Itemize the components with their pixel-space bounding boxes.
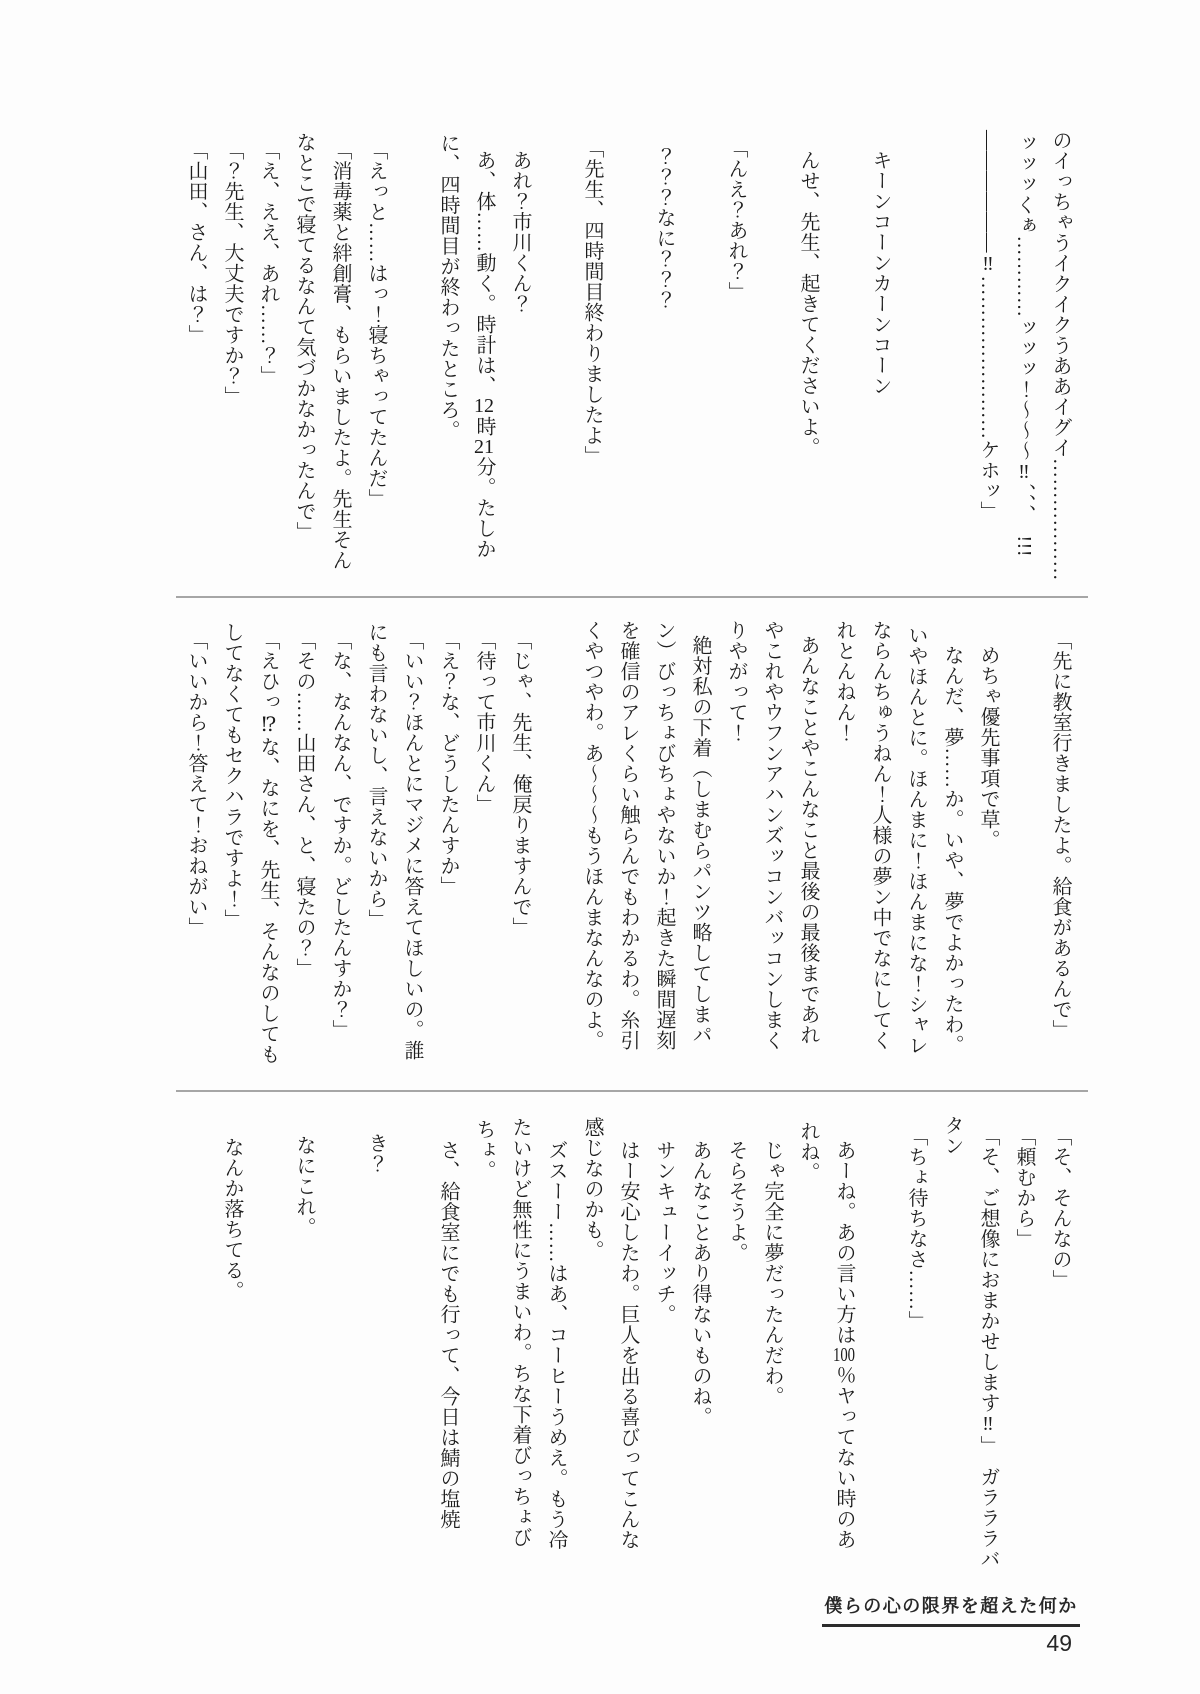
section-divider-2	[176, 1090, 1088, 1092]
blank-line	[538, 130, 574, 590]
book-title: 僕らの心の限界を超えた何か	[822, 1592, 1080, 1627]
text-line: 「いい？ほんとにマジメに答えてほしいの。誰	[401, 630, 423, 1061]
text-line: ――――――‼……………………ケホッ」	[977, 130, 999, 522]
text-line: 「その……山田さん、と、寝たの？」	[293, 630, 315, 979]
text-line: 「えっと……はっ！寝ちゃってたんだ」	[365, 140, 387, 509]
text-line: 「山田、さん、は？」	[185, 140, 207, 345]
text-line: なとこで寝てるなんて気づかなかったんで」	[293, 132, 315, 542]
text-line: あんなことあり得ないものね。	[689, 1140, 711, 1427]
text-line: 「待って市川くん」	[473, 630, 495, 815]
section-divider-1	[176, 596, 1088, 598]
text-line: にも言わないし、言えないから」	[365, 622, 387, 930]
text-line: あれ？市川くん？	[509, 150, 531, 314]
text-section-dream-climax	[178, 130, 1078, 590]
text-line: れね。	[797, 1121, 819, 1183]
text-line: あ、体……動く。時計は、12時21分。たしか	[473, 150, 495, 559]
page-number: 49	[1046, 1630, 1072, 1656]
text-line: めちゃ優先事項で草。	[977, 645, 999, 850]
blank-line	[826, 130, 862, 590]
text-line: を確信のアレくらい触らんでもわかるわ。糸引	[617, 620, 639, 1051]
blank-line	[322, 1115, 358, 1563]
text-line: さ、給食室にでも行って、今日は鯖の塩焼	[437, 1140, 459, 1530]
text-line: れとんねん！	[833, 620, 855, 743]
text-line: んせ、先生、起きてくださいよ。	[797, 150, 819, 458]
text-line: じゃ完全に夢だったんだわ。	[761, 1140, 783, 1407]
blank-line	[754, 130, 790, 590]
blank-line	[250, 1115, 286, 1563]
blank-line	[610, 130, 646, 590]
text-line: ン）びっちょびちょやないか！起きた瞬間遅刻	[653, 620, 675, 1051]
text-line: 「頼むから」	[1013, 1126, 1035, 1249]
blank-line	[538, 620, 574, 1068]
text-section-waking-dialogue	[178, 620, 1078, 1068]
text-line: 「？先生、大丈夫ですか？」	[221, 140, 243, 407]
text-line: 「え？な、どうしたんすか」	[437, 630, 459, 897]
text-line: あーね。あの言い方は100％ヤってない時のあ	[833, 1140, 855, 1550]
text-line: のイっちゃうイクイクうああイグイ………………	[1049, 130, 1071, 581]
text-line: してなくてもセクハラですよ！」	[221, 622, 243, 930]
text-line: 「いいから！答えて！おねがい」	[185, 630, 207, 938]
tatechuyoko-number: 100	[833, 1345, 855, 1365]
text-line: ？？？なに？？？	[653, 146, 675, 310]
page-footer	[822, 1592, 1080, 1657]
tatechuyoko-number: 12	[474, 396, 494, 416]
text-line: いやほんとに。ほんまに！ほんまにな！シャレ	[905, 625, 927, 1056]
text-line: 「消毒薬と絆創膏、もらいましたよ。先生そん	[329, 140, 351, 571]
text-line: ズスーー……はあ、コーヒーうめえ。もう冷	[545, 1140, 567, 1550]
blank-line	[1006, 620, 1042, 1068]
text-line: あんなことやこんなこと最後の最後まであれ	[797, 635, 819, 1045]
text-line: やこれやウフンアハンズッコンバッコンしまく	[761, 620, 783, 1051]
text-line: はー安心したわ。巨人を出る喜びってこんな	[617, 1140, 639, 1550]
text-line: なんだ、夢……か。いや、夢でよかったわ。	[941, 645, 963, 1055]
text-line: 「先に教室行きましたよ。給食があるんで」	[1049, 630, 1071, 1040]
text-line: そらそうよ。	[725, 1140, 747, 1263]
text-line: き？	[365, 1133, 387, 1174]
text-line: 「そ、そんなの」	[1049, 1126, 1071, 1290]
text-line: 「な、なんなん、ですか。どしたんすか？」	[329, 630, 351, 1040]
text-line: ッッッくぁ…………ッッッ！〜〜〜‼、、、 !!!	[1013, 133, 1035, 557]
text-line: サンキューイッチ。	[653, 1140, 675, 1325]
tatechuyoko-number: 21	[474, 436, 494, 457]
blank-line	[934, 130, 970, 590]
text-line: 絶対私の下着（しまむらパンツ略してしまパ	[689, 635, 711, 1045]
text-line: 「先生、四時間目終わりましたよ」	[581, 138, 603, 466]
text-line: 「ちょ待ちなさ……」	[905, 1126, 927, 1331]
blank-line	[394, 1115, 430, 1563]
text-line: に、四時間目が終わったところ。	[437, 133, 459, 441]
text-line: 「じゃ、先生、俺戻りますんで」	[509, 630, 531, 938]
text-line: 「そ、ご想像におまかせします‼」 ガラララバ	[977, 1126, 999, 1569]
text-line: タン	[941, 1115, 963, 1156]
text-line: 「えひっ⁉な、なにを、先生、そんなのしても	[257, 630, 279, 1065]
text-section-monologue	[214, 1115, 1078, 1569]
blank-line	[394, 130, 430, 590]
text-line: ちょ。	[473, 1119, 495, 1181]
text-line: たいけど無性にうまいわ。ちな下着びっちょび	[509, 1117, 531, 1548]
text-line: 感じなのかも。	[581, 1117, 603, 1261]
blank-line	[682, 130, 718, 590]
text-line: くやつやわ。あ〜〜〜もうほんまなんなのよ。	[581, 620, 603, 1051]
text-line: りやがって！	[725, 620, 747, 743]
text-line: ならんちゅうねん！人様の夢ン中でなにしてく	[869, 620, 891, 1051]
text-line: なにこれ。	[293, 1135, 315, 1238]
text-line: キーンコーンカーンコーン	[869, 150, 891, 396]
text-line: 「え、ええ、あれ……？」	[257, 140, 279, 386]
blank-line	[862, 1115, 898, 1563]
text-line: 「んえ？あれ？」	[725, 138, 747, 302]
blank-line	[898, 130, 934, 590]
text-line: なんか落ちてる。	[221, 1137, 243, 1301]
